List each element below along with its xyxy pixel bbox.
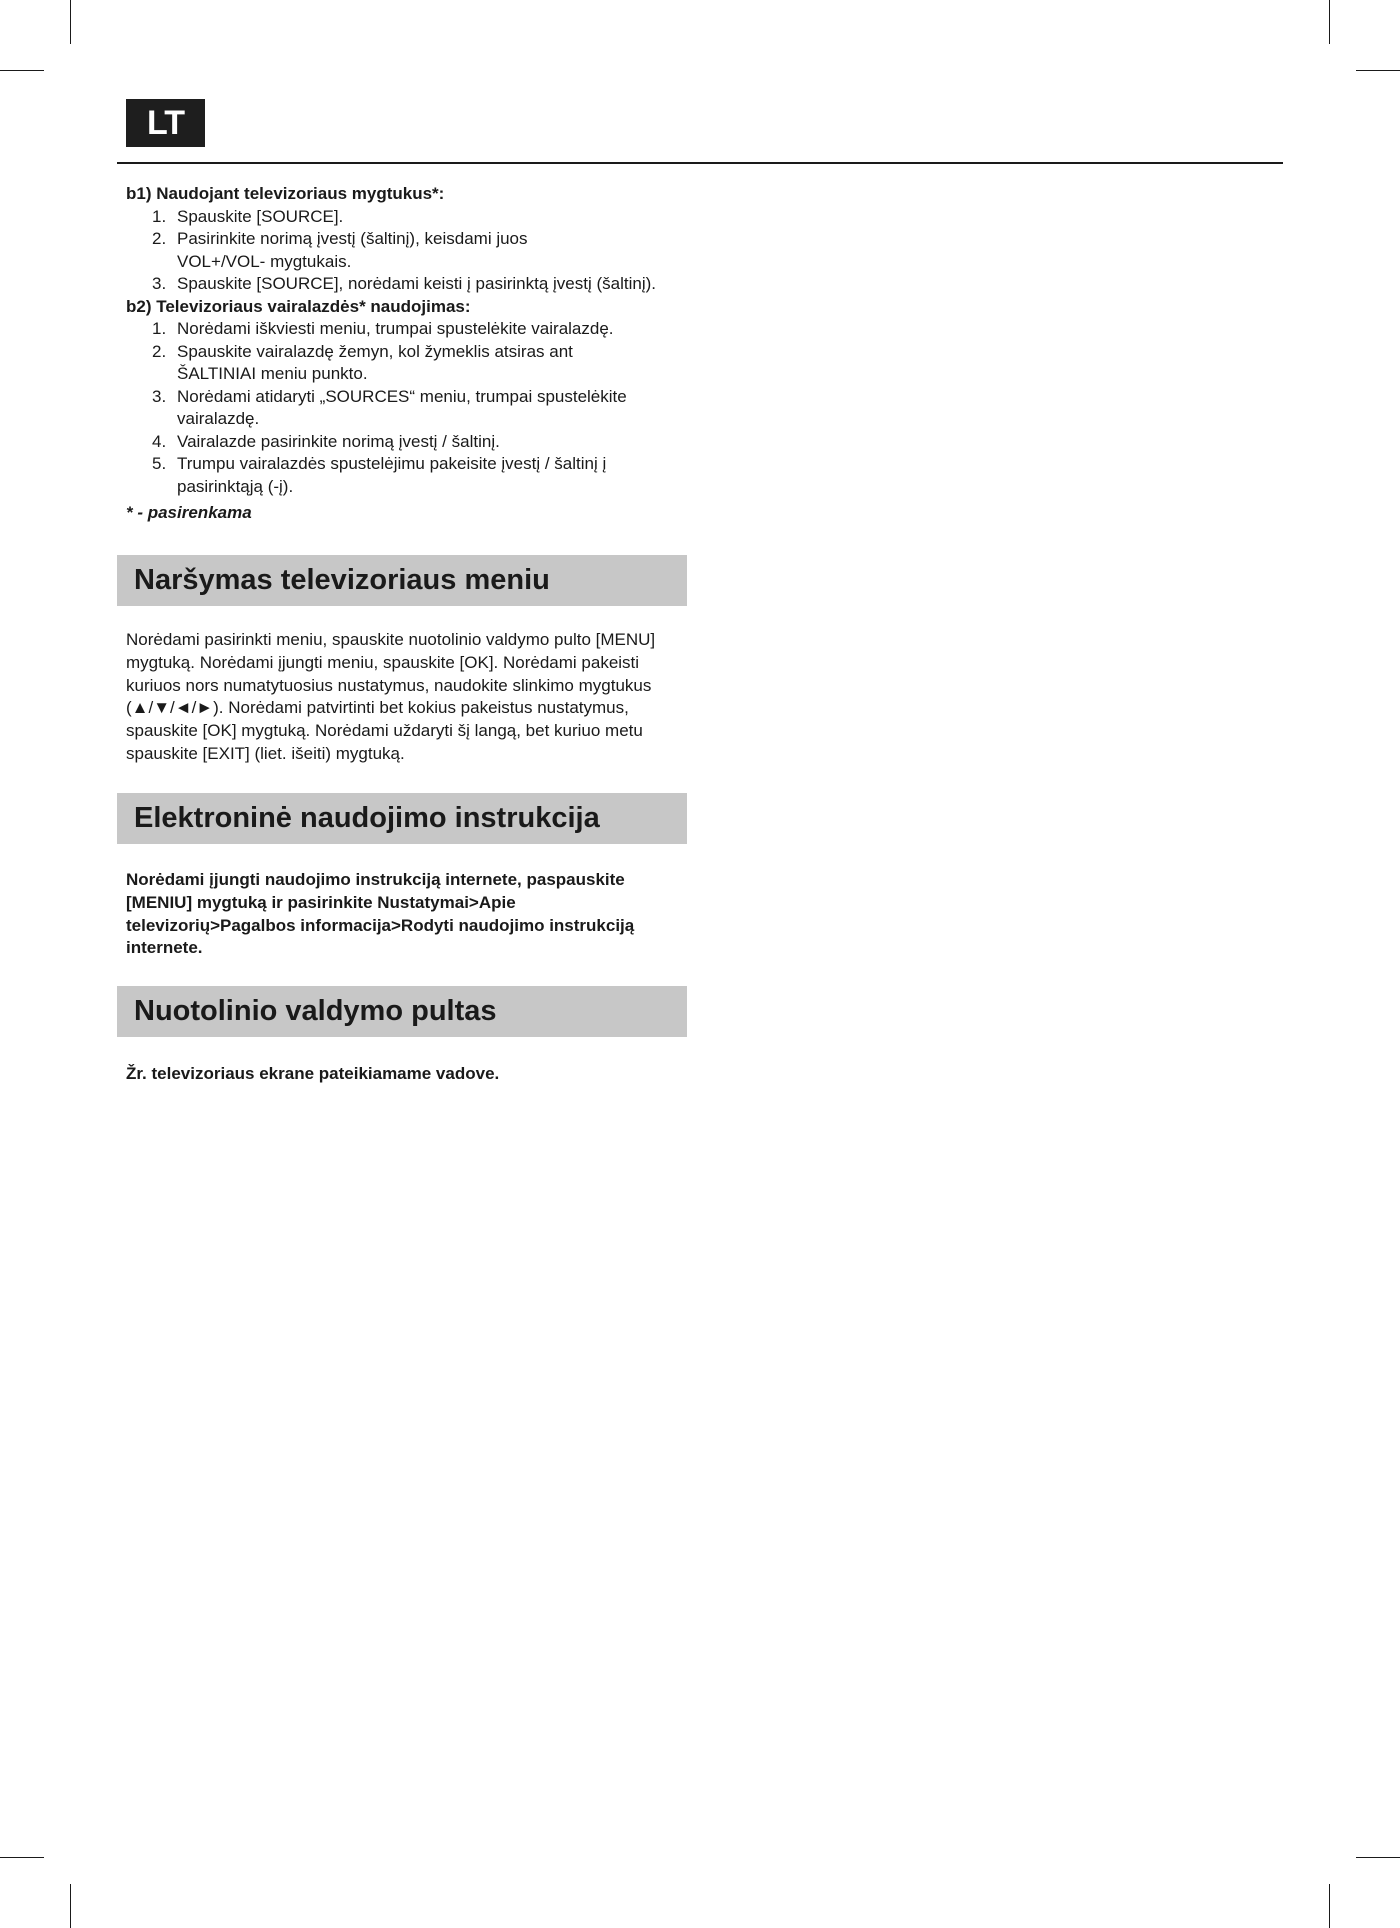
crop-mark-bottom-right-h — [1356, 1857, 1400, 1858]
menu-navigation-text: Norėdami pasirinkti meniu, spauskite nuotolinio valdymo pulto [MENU] mygtuką. Norėdami įjungti meniu, spauskite [OK]. Norėdami pakeisti kuriuos nors numatytuosius nustatymus, naudokite slinkimo mygtukus (▲/▼/◄/►). Norėdami patvirtinti bet kokius pakeistus nustatymus, spauskite [OK] mygtuką. Norėdami uždaryti šį langą, bet kuriuo metu spauskite [EXIT] (liet. išeiti) mygtuką. — [126, 630, 656, 763]
header-divider — [117, 162, 1283, 164]
section-heading-electronic-manual — [117, 793, 687, 844]
b1-steps — [126, 206, 686, 296]
section-title: Nuotolinio valdymo pultas — [134, 995, 497, 1027]
section-heading-remote-control — [117, 986, 687, 1037]
list-item: 1. Spauskite [SOURCE]. — [152, 206, 344, 226]
crop-mark-top-right-h — [1356, 70, 1400, 71]
list-item: 4. Vairalazde pasirinkite norimą įvestį / šaltinį. — [152, 431, 500, 451]
crop-mark-bottom-left-h — [0, 1857, 44, 1858]
source-selection-block — [126, 183, 686, 525]
remote-control-text: Žr. televizoriaus ekrane pateikiamame vadove. — [126, 1064, 500, 1083]
electronic-manual-text: Norėdami įjungti naudojimo instrukciją internete, paspauskite [MENIU] mygtuką ir pasirinkite Nustatymai>Apie televizorių>Pagalbos informacija>Rodyti naudojimo instrukciją internete. — [126, 870, 635, 958]
section-title: Naršymas televizoriaus meniu — [134, 564, 550, 596]
b2-title: b2) Televizoriaus vairalazdės* naudojimas: — [126, 296, 471, 316]
section-title: Elektroninė naudojimo instrukcija — [134, 802, 600, 834]
list-item: 5. Trumpu vairalazdės spustelėjimu pakeisite įvestį / šaltinį į pasirinktąją (-į). — [152, 454, 607, 496]
b1-title: b1) Naudojant televizoriaus mygtukus*: — [126, 184, 445, 203]
optional-footnote: * - pasirenkama — [126, 503, 252, 522]
list-item: 3. Norėdami atidaryti „SOURCES“ meniu, trumpai spustelėkite vairalazdę. — [152, 386, 627, 428]
crop-mark-top-right — [1329, 0, 1330, 44]
list-item: 1. Norėdami iškviesti meniu, trumpai spustelėkite vairalazdę. — [152, 319, 614, 338]
list-item: 3. Spauskite [SOURCE], norėdami keisti į pasirinktą įvestį (šaltinį). — [152, 274, 656, 293]
b2-steps — [126, 318, 686, 498]
section-heading-menu-navigation — [117, 555, 687, 606]
crop-mark-bottom-left — [70, 1884, 71, 1928]
crop-mark-bottom-right — [1329, 1884, 1330, 1928]
crop-mark-top-left-h — [0, 70, 44, 71]
list-item: 2. Pasirinkite norimą įvestį (šaltinį), keisdami juos VOL+/VOL- mygtukais. — [152, 229, 528, 271]
list-item: 2. Spauskite vairalazdę žemyn, kol žymeklis atsiras ant ŠALTINIAI meniu punkto. — [152, 341, 573, 383]
crop-mark-top-left — [70, 0, 71, 44]
language-badge: LT — [126, 99, 205, 147]
